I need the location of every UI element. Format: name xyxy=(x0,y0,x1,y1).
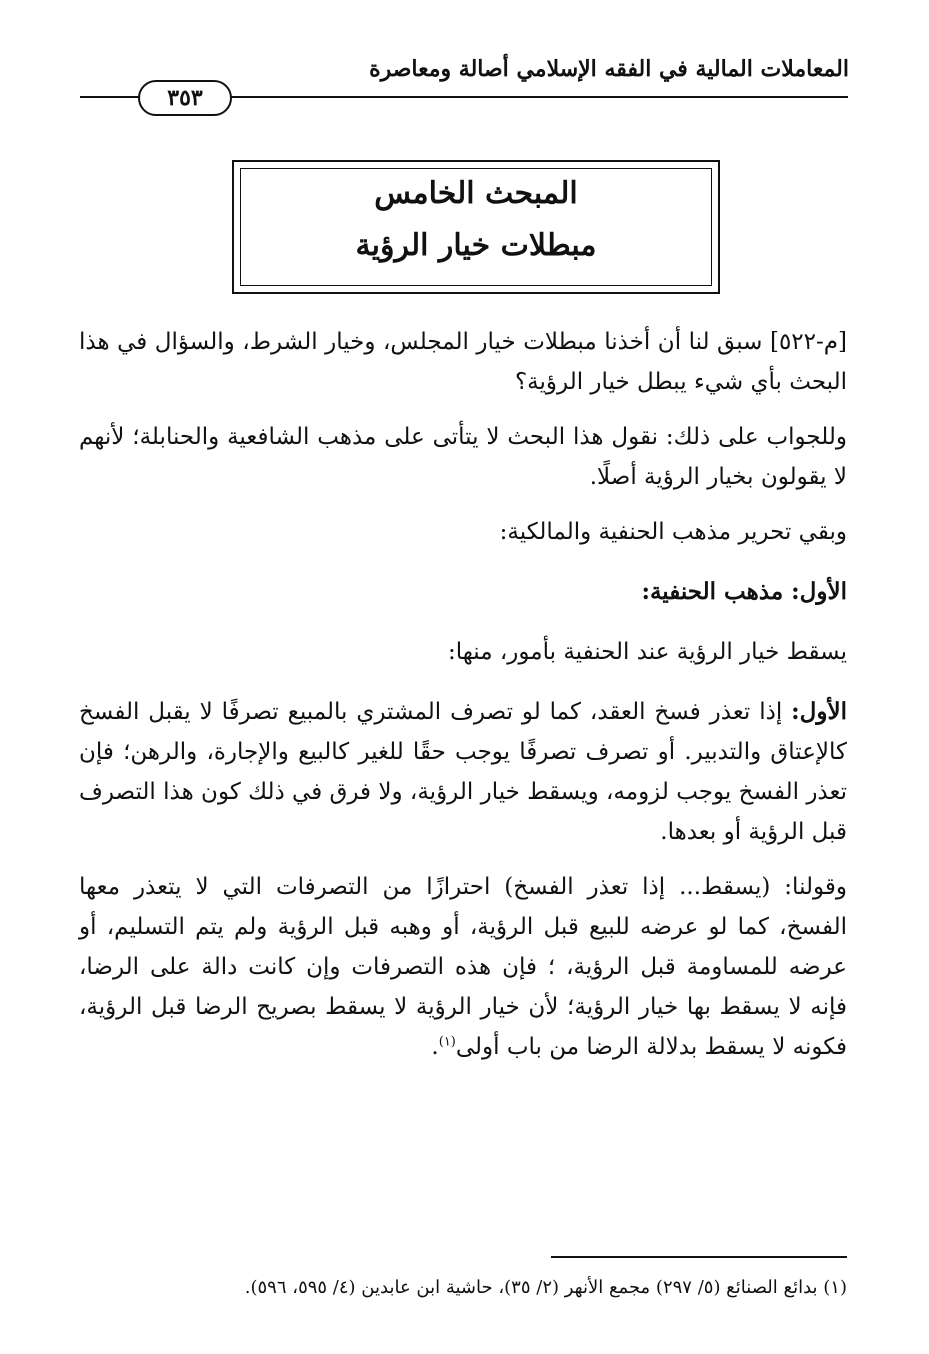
paragraph xyxy=(79,867,847,1067)
paragraph-text: إذا تعذر فسخ العقد، كما لو تصرف المشتري بالمبيع تصرفًا لا يقبل الفسخ كالإعتاق والتدبير. أو تصرف تصرفًا يوجب حقًا للغير كالبيع والإجارة، والرهن؛ فإن تعذر الفسخ يوجب لزومه، ويسقط خيار الرؤية، ولا فرق في ذلك كون هذا التصرف قبل الرؤية أو بعدها. xyxy=(79,699,847,845)
paragraph-text: وبقي تحرير مذهب الحنفية والمالكية: xyxy=(499,519,847,545)
paragraph-lead: الأول: xyxy=(791,698,847,725)
paragraph xyxy=(79,692,847,852)
paragraph-text: يسقط خيار الرؤية عند الحنفية بأمور، منها: xyxy=(447,639,847,665)
paragraph-text: وللجواب على ذلك: نقول هذا البحث لا يتأتى على مذهب الشافعية والحنابلة؛ لأنهم لا يقولون بخيار الرؤية أصلًا. xyxy=(79,424,847,490)
paragraph xyxy=(79,512,847,552)
paragraph-end: . xyxy=(431,1034,439,1060)
body-text xyxy=(79,322,847,1082)
paragraph-text: وقولنا: (يسقط... إذا تعذر الفسخ) احترازًا من التصرفات التي لا يتعذر معها الفسخ، كما لو عرضه للبيع قبل الرؤية، أو وهبه قبل الرؤية ولم يتم التسليم، أو عرضه للمساومة قبل الرؤية، ؛ فإن هذه التصرفات وإن كانت دالة على الرضا، فإنه لا يسقط بها خيار الرؤية؛ لأن خيار الرؤية لا يسقط بصريح الرضا قبل الرؤية، فكونه لا يسقط بدلالة الرضا من باب أولى xyxy=(79,874,847,1060)
footnote: (١) بدائع الصنائع (٥/ ٢٩٧) مجمع الأنهر (٢/ ٣٥)، حاشية ابن عابدين (٤/ ٥٩٥، ٥٩٦). xyxy=(244,1277,847,1298)
page-number: ٣٥٣ xyxy=(138,80,232,116)
footnote-reference[interactable]: (١) xyxy=(438,1034,456,1050)
subsection-heading: الأول: مذهب الحنفية: xyxy=(641,578,847,605)
paragraph xyxy=(79,322,847,402)
paragraph xyxy=(79,572,847,612)
section-title-box xyxy=(232,160,720,294)
section-heading: المبحث الخامس xyxy=(374,176,578,211)
paragraph xyxy=(79,632,847,672)
paragraph xyxy=(79,417,847,497)
section-subheading: مبطلات خيار الرؤية xyxy=(355,228,597,263)
footnote-separator xyxy=(551,1256,847,1258)
running-title: المعاملات المالية في الفقه الإسلامي أصالة ومعاصرة xyxy=(369,56,849,82)
paragraph-text: [م-٥٢٢] سبق لنا أن أخذنا مبطلات خيار المجلس، وخيار الشرط، والسؤال في هذا البحث بأي شيء يبطل خيار الرؤية؟ xyxy=(79,329,847,395)
